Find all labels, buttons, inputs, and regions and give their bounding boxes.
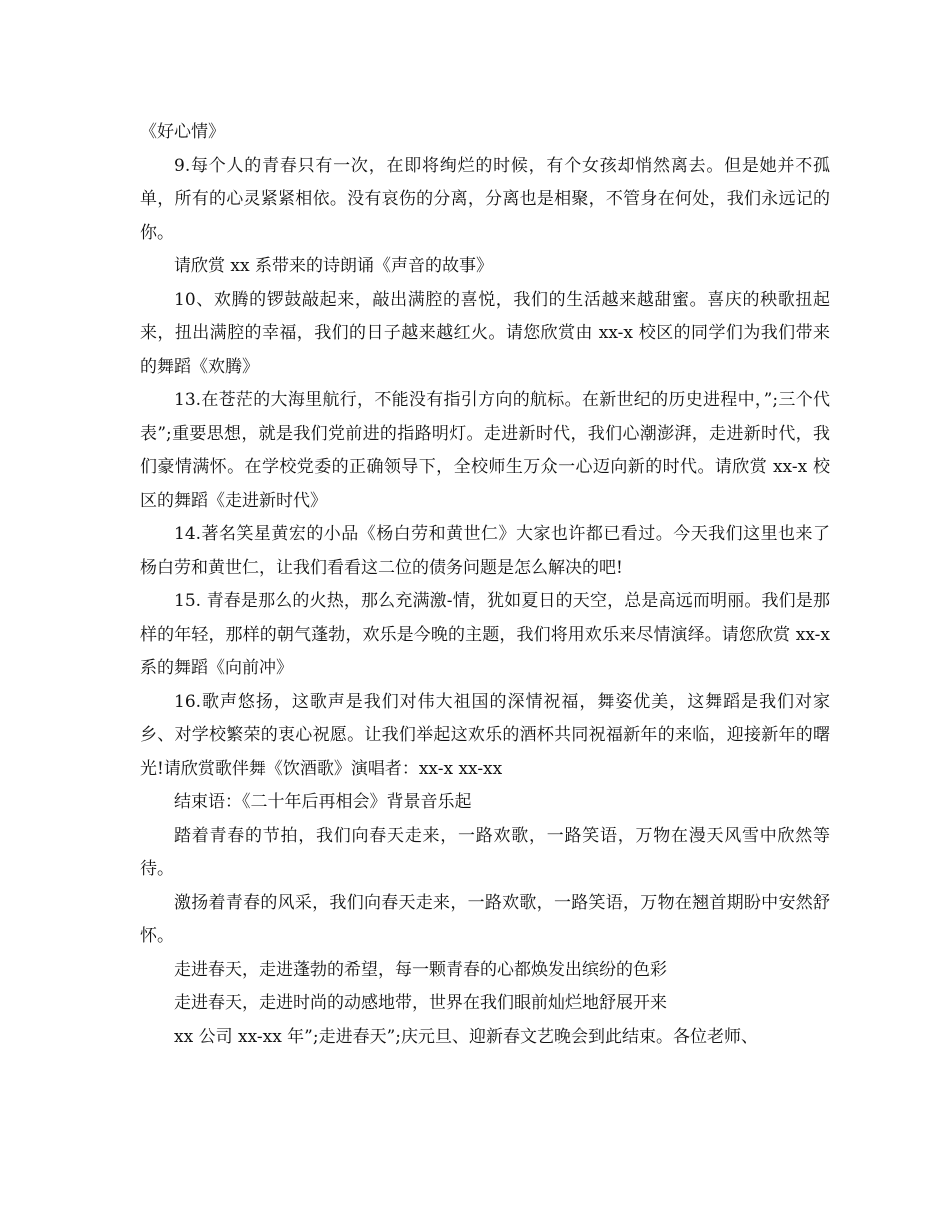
- paragraph-heading: 《好心情》: [140, 122, 225, 142]
- paragraph-closing-3: 走进春天，走进蓬勃的希望，每一颗青春的心都焕发出缤纷的色彩: [174, 959, 667, 980]
- paragraph-closing-title: 结束语：《二十年后再相会》背景音乐起: [174, 792, 472, 812]
- paragraph-closing-4: 走进春天，走进时尚的动感地带，世界在我们眼前灿烂地舒展开来: [174, 993, 667, 1013]
- paragraph-item-9: 9.每个人的青春只有一次，在即将绚烂的时候，有个女孩却悄然离去。但是她并不孤单，所有的心灵紧紧相依。没有哀伤的分离，分离也是相聚，不管身在何处，我们永远记的你。: [140, 155, 830, 243]
- paragraph-recitation-intro: 请欣赏 xx 系带来的诗朗诵《声音的故事》: [174, 256, 493, 276]
- paragraph-item-14: 14.著名笑星黄宏的小品《杨白劳和黄世仁》大家也许都已看过。今天我们这里也来了杨白劳和黄世仁，让我们看看这二位的债务问题是怎么解决的吧!: [140, 524, 830, 578]
- document-body: [140, 116, 830, 1054]
- paragraph-item-16: 16.歌声悠扬，这歌声是我们对伟大祖国的深情祝福，舞姿优美，这舞蹈是我们对家乡、对学校繁荣的衷心祝愿。让我们举起这欢乐的酒杯共同祝福新年的来临，迎接新年的曙光!请欣赏歌伴舞《饮酒歌》演唱者：xx-x xx-xx: [140, 691, 830, 779]
- paragraph-item-15: 15. 青春是那么的火热，那么充满激-情，犹如夏日的天空，总是高远而明丽。我们是那样的年轻，那样的朝气蓬勃，欢乐是今晚的主题，我们将用欢乐来尽情演绎。请您欣赏 xx-x 系的舞蹈《向前冲》: [140, 591, 830, 678]
- paragraph-closing-5: xx 公司 xx-xx 年”;走进春天”;庆元旦、迎新春文艺晚会到此结束。各位老师、: [174, 1026, 759, 1047]
- paragraph-item-13: 13.在苍茫的大海里航行，不能没有指引方向的航标。在新世纪的历史进程中，”;三个代表”;重要思想，就是我们党前进的指路明灯。走进新时代，我们心潮澎湃，走进新时代，我们豪情满怀。在学校党委的正确领导下，全校师生万众一心迈向新的时代。请欣赏 xx-x 校区的舞蹈《走进新时代》: [140, 390, 830, 511]
- paragraph-closing-2: 激扬着青春的风采，我们向春天走来，一路欢歌，一路笑语，万物在翘首期盼中安然舒怀。: [140, 892, 830, 946]
- paragraph-item-10: 10、欢腾的锣鼓敲起来，敲出满腔的喜悦，我们的生活越来越甜蜜。喜庆的秧歌扭起来，扭出满腔的幸福，我们的日子越来越红火。请您欣赏由 xx-x 校区的同学们为我们带来的舞蹈《欢腾》: [140, 289, 830, 377]
- paragraph-closing-1: 踏着青春的节拍，我们向春天走来，一路欢歌，一路笑语，万物在漫天风雪中欣然等待。: [140, 825, 830, 879]
